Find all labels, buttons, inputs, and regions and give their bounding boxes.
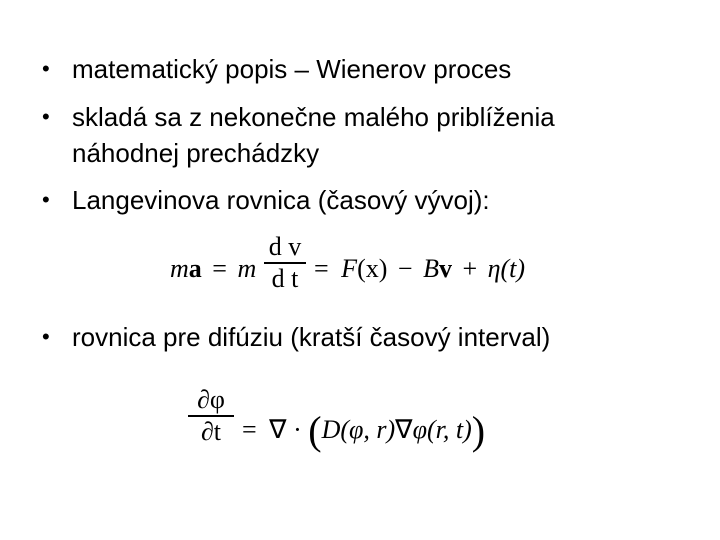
eq-symbol: m	[237, 254, 257, 283]
eq-symbol: =	[212, 254, 227, 283]
eq-symbol: =	[314, 254, 329, 283]
bullet-marker: •	[42, 324, 50, 349]
bullet-marker: •	[42, 187, 50, 212]
bullet-marker: •	[42, 56, 50, 81]
derivative-fraction	[264, 232, 306, 294]
bullet-text-continued: náhodnej prechádzky	[72, 138, 320, 168]
partial-derivative-fraction	[188, 385, 234, 447]
bullet-text: matematický popis – Wienerov proces	[72, 54, 512, 84]
langevin-equation	[170, 232, 550, 304]
eq-symbol: ∇	[395, 415, 413, 444]
eq-symbol: (x)	[357, 254, 388, 283]
eq-symbol: F	[341, 254, 358, 283]
bullet-marker: •	[42, 104, 50, 129]
eq-symbol: +	[462, 254, 478, 283]
bullet-text: skladá sa z nekonečne malého priblíženia	[72, 102, 555, 132]
eq-symbol: a	[188, 254, 202, 283]
bullet-text: Langevinova rovnica (časový vývoj):	[72, 185, 490, 215]
eq-symbol: m	[170, 254, 189, 283]
fraction-numerator: ∂φ	[197, 385, 225, 414]
eq-symbol: −	[397, 254, 413, 283]
eq-symbol: B	[423, 254, 439, 283]
bullet-text: rovnica pre difúziu (kratší časový interval)	[72, 322, 551, 352]
eq-symbol: (	[308, 408, 322, 453]
eq-symbol: φ(r, t)	[412, 415, 472, 444]
fraction-denominator: ∂t	[200, 416, 222, 446]
fraction-denominator: d t	[271, 263, 299, 293]
eq-symbol: =	[242, 415, 257, 444]
eq-symbol: )	[471, 408, 486, 453]
eq-symbol: v	[438, 254, 452, 283]
eq-symbol: η(t)	[487, 254, 526, 283]
fraction-numerator: d v	[268, 232, 302, 261]
eq-symbol: D(φ, r)	[321, 415, 396, 444]
diffusion-equation	[188, 385, 528, 461]
eq-symbol: ∇ ·	[269, 415, 302, 444]
